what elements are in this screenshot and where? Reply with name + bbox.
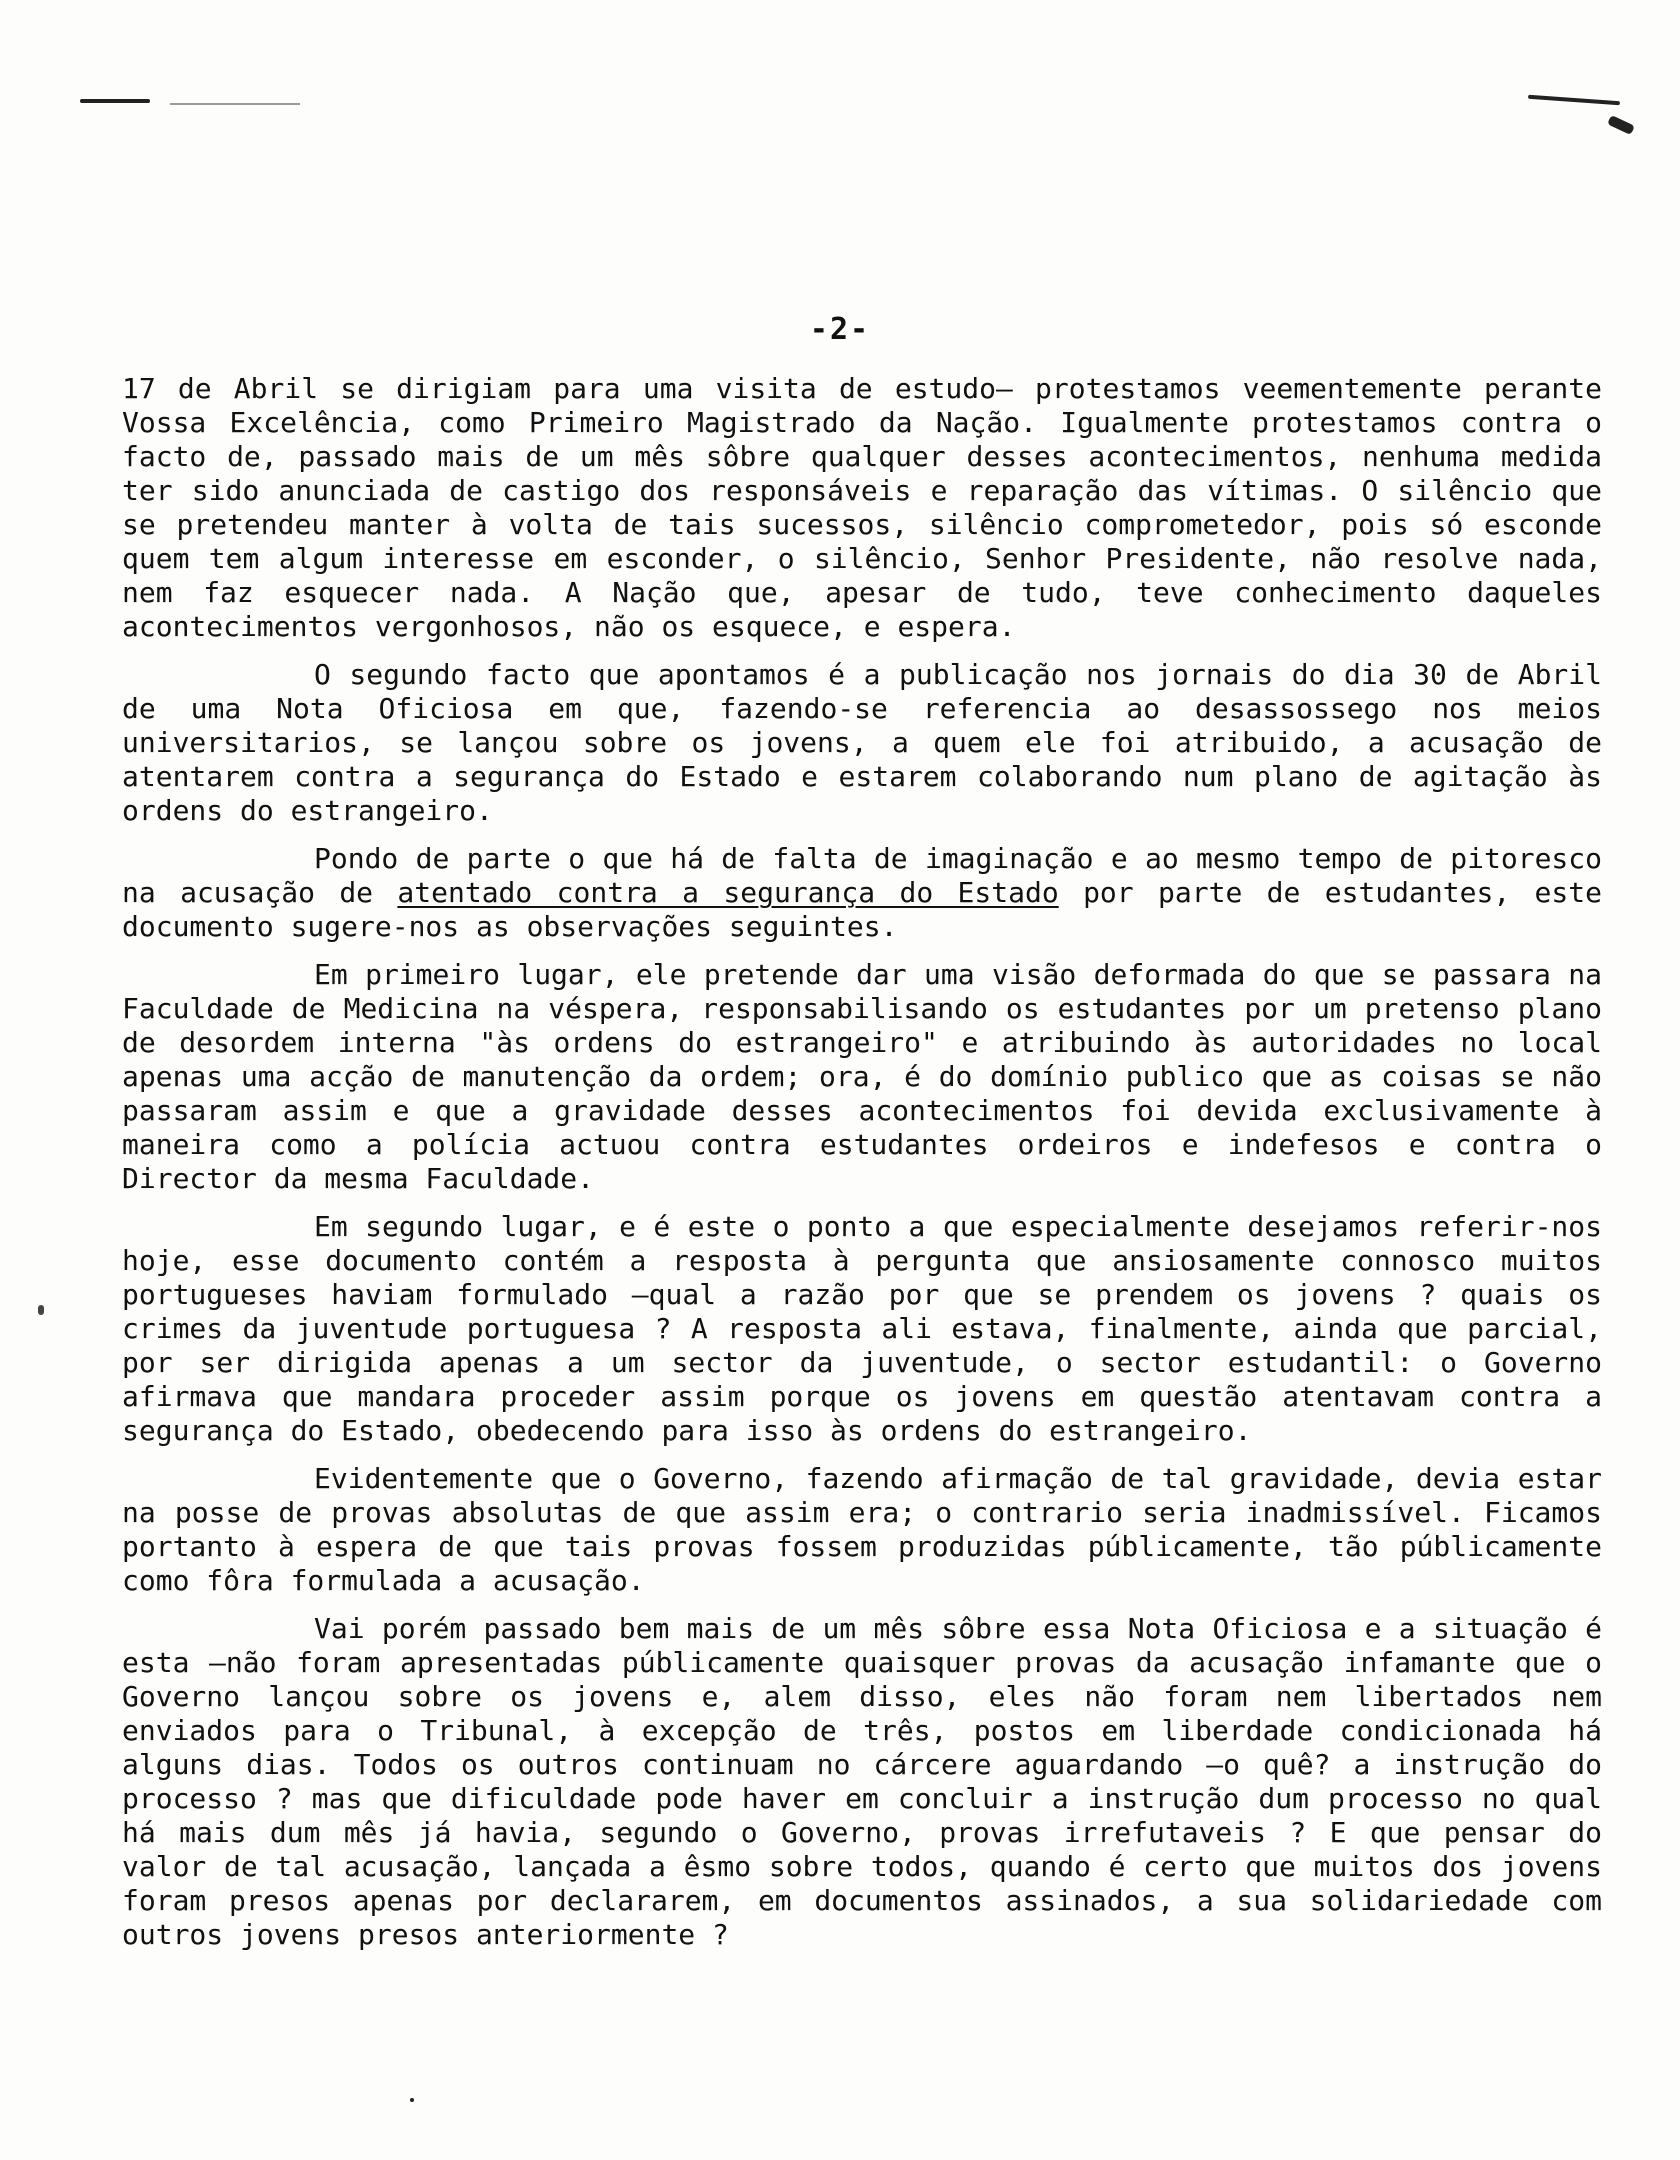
scan-artifact-top-right bbox=[1488, 90, 1638, 150]
paragraph-3-underlined-phrase: atentado contra a segurança do Estado bbox=[397, 876, 1059, 909]
page-number: -2- bbox=[809, 312, 871, 347]
paragraph-1: 17 de Abril se dirigiam para uma visita de estudo— protestamos veementemente perante Vossa Excelência, como Primeiro Magistrado da Nação. Igualmente protestamos contra o facto de, passado mais de um mês sôbre qualquer desses acontecimentos, nenhuma medida ter sido anunciada de castigo dos responsáveis e reparação das vítimas. O silêncio que se pretendeu manter à volta de tais sucessos, silêncio comprometedor, pois só esconde quem tem algum interesse em esconder, o silêncio, Senhor Presidente, não resolve nada, nem faz esquecer nada. A Nação que, apesar de tudo, teve conhecimento daqueles acontecimentos vergonhosos, não os esquece, e espera. bbox=[122, 372, 1602, 643]
paragraph-7: Vai porém passado bem mais de um mês sôbre essa Nota Oficiosa e a situação é esta —não foram apresentadas públicamente quaisquer provas da acusação infamante que o Governo lançou sobre os jovens e, alem disso, eles não foram nem libertados nem enviados para o Tribunal, à excepção de três, postos em liberdade condicionada há alguns dias. Todos os outros continuam no cárcere aguardando —o quê? a instrução do processo ? mas que dificuldade pode haver em concluir a instrução dum processo no qual há mais dum mês já havia, segundo o Governo, provas irrefutaveis ? E que pensar do valor de tal acusação, lançada a êsmo sobre todos, quando é certo que muitos dos jovens foram presos apenas por declararem, em documentos assinados, a sua solidariedade com outros jovens presos anteriormente ? bbox=[122, 1612, 1602, 1951]
paragraph-2: O segundo facto que apontamos é a publicação nos jornais do dia 30 de Abril de uma Nota Oficiosa em que, fazendo-se referencia ao desassossego nos meios universitarios, se lançou sobre os jovens, a quem ele foi atribuido, a acusação de atentarem contra a segurança do Estado e estarem colaborando num plano de agitação às ordens do estrangeiro. bbox=[122, 658, 1602, 827]
paragraph-3 bbox=[122, 842, 1602, 944]
scan-artifact-left bbox=[38, 1305, 44, 1315]
scan-artifact-dot bbox=[410, 2098, 414, 2102]
scan-artifact-top-left bbox=[80, 95, 300, 107]
paragraph-3-start: Pondo de parte o que há de falta de imaginação e ao mesmo tempo de pitoresco na acusação de bbox=[122, 842, 1602, 909]
paragraph-4: Em primeiro lugar, ele pretende dar uma visão deformada do que se passara na Faculdade de Medicina na véspera, responsabilisando os estudantes por um pretenso plano de desordem interna "às ordens do estrangeiro" e atribuindo às autoridades no local apenas uma acção de manutenção da ordem; ora, é do domínio publico que as coisas se não passaram assim e que a gravidade desses acontecimentos foi devida exclusivamente à maneira como a polícia actuou contra estudantes ordeiros e indefesos e contra o Director da mesma Faculdade. bbox=[122, 958, 1602, 1195]
paragraph-5: Em segundo lugar, e é este o ponto a que especialmente desejamos referir-nos hoje, esse documento contém a resposta à pergunta que ansiosamente connosco muitos portugueses haviam formulado —qual a razão por que se prendem os jovens ? quais os crimes da juventude portuguesa ? A resposta ali estava, finalmente, ainda que parcial, por ser dirigida apenas a um sector da juventude, o sector estudantil: o Governo afirmava que mandara proceder assim porque os jovens em questão atentavam contra a segurança do Estado, obedecendo para isso às ordens do estrangeiro. bbox=[122, 1210, 1602, 1447]
paragraph-6: Evidentemente que o Governo, fazendo afirmação de tal gravidade, devia estar na posse de provas absolutas de que assim era; o contrario seria inadmissível. Ficamos portanto à espera de que tais provas fossem produzidas públicamente, tão públicamente como fôra formulada a acusação. bbox=[122, 1462, 1602, 1597]
paragraph-3-end: por parte de estudantes, este documento sugere-nos as observações seguintes. bbox=[122, 876, 1602, 943]
body-text bbox=[122, 372, 1602, 1966]
